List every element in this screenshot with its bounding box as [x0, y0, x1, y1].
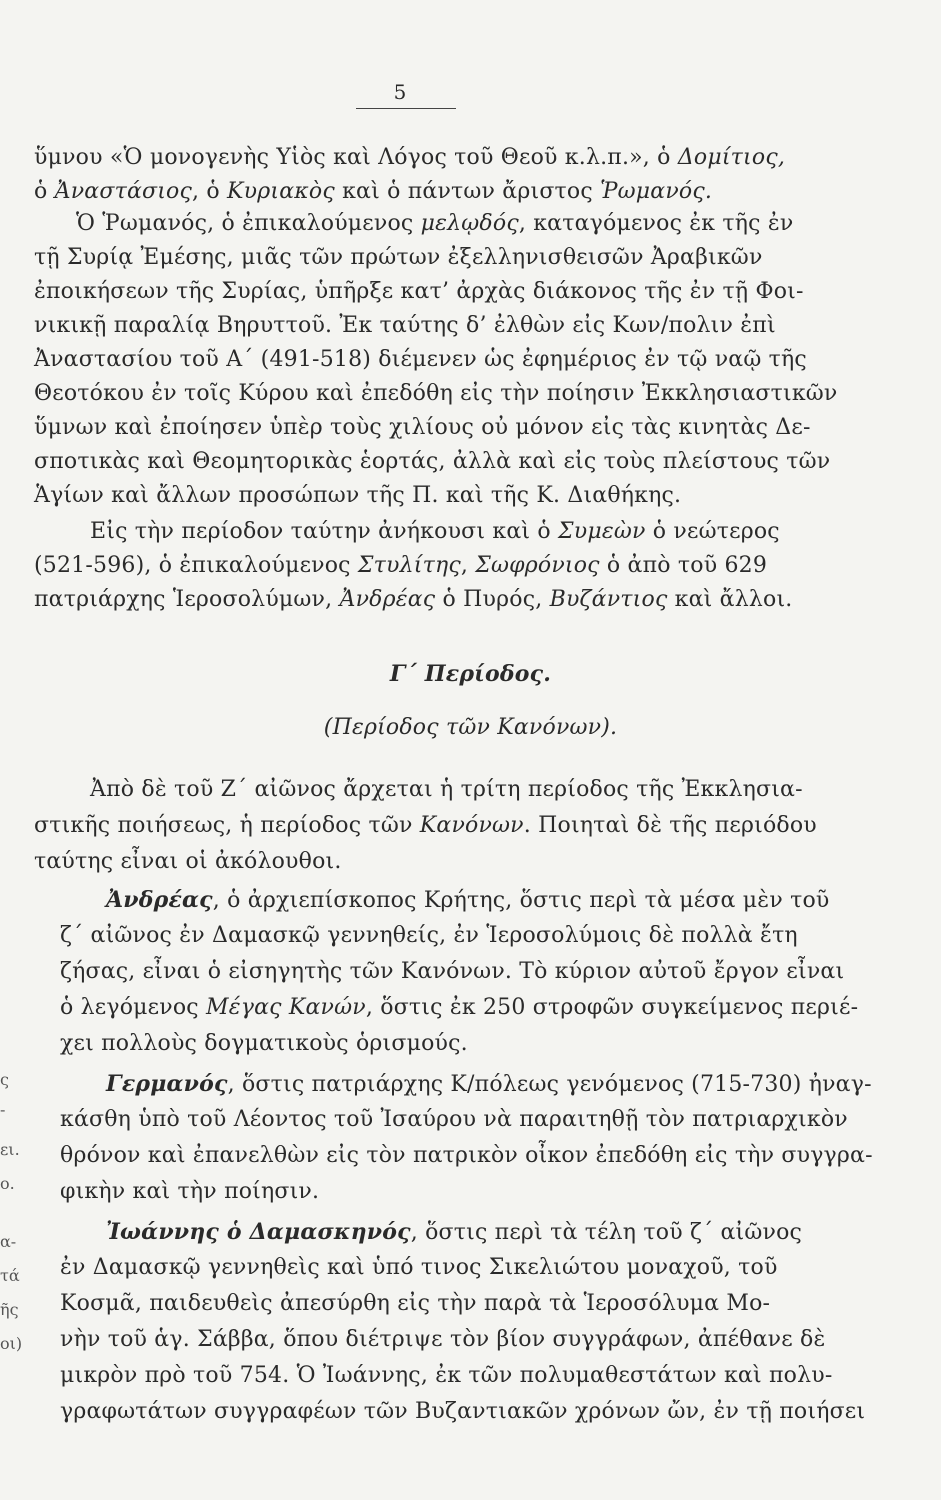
text-line [34, 347, 807, 372]
text-segment: φικὴν καὶ τὴν ποίησιν. [60, 1179, 320, 1204]
text-line [60, 1327, 826, 1352]
text-segment: , ὅστις πατριάρχης Κ/πόλεως γενόμενος (715-730) ἠναγ- [227, 1072, 872, 1097]
text-segment: ταύτης εἶναι οἱ ἀκόλουθοι. [34, 849, 342, 874]
text-segment: , ὅστις περὶ τὰ τέλη τοῦ ζ΄ αἰῶνος [410, 1220, 803, 1245]
text-line [60, 1255, 778, 1280]
text-line [60, 1031, 468, 1056]
text-segment: , [460, 553, 476, 578]
text-line [34, 483, 681, 508]
text-segment: Εἰς τὴν περίοδον ταύτην ἀνήκουσι καὶ ὁ [90, 519, 559, 544]
text-segment: Θεοτόκου ἐν τοῖς Κύρου καὶ ἐπεδόθη εἰς τὴν ποίησιν Ἐκκλησιαστικῶν [34, 381, 838, 406]
text-segment: ὁ νεώτερος [645, 519, 780, 544]
text-segment: Κοσμᾶ, παιδευθεὶς ἀπεσύρθη εἰς τὴν παρὰ τὰ Ἱεροσόλυμα Μο- [60, 1291, 771, 1316]
margin-fragment: ει. [0, 1140, 20, 1159]
text-segment: πατριάρχης Ἱεροσολύμων, [34, 587, 340, 612]
text-segment: Μέγας Κανών [206, 995, 366, 1020]
text-line [60, 1143, 873, 1168]
text-line [106, 887, 829, 913]
text-line [60, 1291, 770, 1316]
text-line [34, 813, 817, 838]
text-segment: ζ΄ αἰῶνος ἐν Δαμασκῷ γεννηθείς, ἐν Ἱεροσολύμοις δὲ πολλὰ ἔτη [60, 923, 798, 948]
text-segment: νικικῇ παραλίᾳ Βηρυττοῦ. Ἐκ ταύτης δ’ ἐλθὼν εἰς Κων/πολιν ἐπὶ [34, 313, 776, 338]
margin-fragment: - [0, 1100, 6, 1119]
text-line [34, 145, 785, 170]
text-line [60, 995, 858, 1020]
text-segment: (Περίοδος τῶν Κανόνων). [323, 715, 618, 740]
text-segment: , ὅστις ἐκ 250 στροφῶν συγκείμενος περιέ- [365, 995, 859, 1020]
text-line [0, 661, 941, 687]
text-segment: , καταγόμενος ἐκ τῆς ἐν [518, 211, 794, 236]
margin-fragment: οι) [0, 1334, 23, 1353]
text-line [0, 715, 941, 740]
text-segment: , ὁ ἀρχιεπίσκοπος Κρήτης, ὅστις περὶ τὰ μέσα μὲν τοῦ [212, 888, 830, 913]
text-line [60, 959, 844, 984]
text-segment: Γερμανός [106, 1071, 228, 1097]
text-segment: Ἀναστασίου τοῦ Α΄ (491-518) διέμενεν ὡς ἐφημέριος ἐν τῷ ναῷ τῆς [34, 347, 807, 372]
text-segment: καὶ ὁ πάντων ἄριστος [334, 179, 601, 204]
text-segment: ὁ λεγόμενος [60, 995, 207, 1020]
text-segment: (521-596), ὁ ἐπικαλούμενος [34, 553, 358, 578]
text-segment: μικρὸν πρὸ τοῦ 754. Ὁ Ἰωάννης, ἐκ τῶν πολυμαθεστάτων καὶ πολυ- [60, 1363, 833, 1388]
text-line [34, 553, 767, 578]
text-line [60, 1399, 865, 1424]
margin-fragment: τά [0, 1266, 20, 1285]
text-segment: καὶ ἄλλοι. [667, 587, 793, 612]
text-segment: Ἀνδρέας [106, 887, 213, 913]
text-segment: μελῳδός [420, 211, 519, 236]
text-segment: ὁ [34, 179, 55, 204]
text-line [34, 449, 830, 474]
text-segment: Ὁ Ῥωμανός, ὁ ἐπικαλούμενος [76, 211, 421, 236]
text-segment: ἐποικήσεων τῆς Συρίας, ὑπῆρξε κατ’ ἀρχὰς διάκονος τῆς ἐν τῇ Φοι- [34, 279, 804, 304]
page-number-rule [356, 108, 456, 109]
margin-fragment: ο. [0, 1174, 15, 1193]
text-segment: Ἀναστάσιος [54, 179, 193, 204]
text-segment: ὕμνων καὶ ἐποίησεν ὑπὲρ τοὺς χιλίους οὐ μόνον εἰς τὰς κινητὰς Δε- [34, 415, 811, 440]
text-line [76, 211, 793, 236]
text-segment: ὁ ἀπὸ τοῦ 629 [599, 553, 768, 578]
text-line [60, 1179, 319, 1204]
text-segment: ζήσας, εἶναι ὁ εἰσηγητὴς τῶν Κανόνων. Τὸ κύριον αὐτοῦ ἔργον εἶναι [60, 959, 845, 984]
text-line [34, 415, 811, 440]
text-segment: Βυζάντιος [549, 587, 668, 612]
text-segment: Δομίτιος, [677, 145, 786, 170]
text-segment: Γ΄ Περίοδος. [389, 661, 552, 687]
text-segment: Ἁγίων καὶ ἄλλων προσώπων τῆς Π. καὶ τῆς Κ. Διαθήκης. [34, 483, 682, 508]
page-number: 5 [393, 80, 407, 104]
text-line [60, 1107, 848, 1132]
text-line [34, 245, 763, 270]
text-line [34, 313, 776, 338]
text-line [34, 849, 342, 874]
text-segment: θρόνον καὶ ἐπανελθὼν εἰς τὸν πατρικὸν οἶκον ἐπεδόθη εἰς τὴν συγγρα- [60, 1143, 873, 1168]
text-segment: Ῥωμανός. [600, 179, 713, 204]
text-line [60, 1363, 832, 1388]
text-line [34, 179, 712, 204]
text-segment: Ἰωάννης ὁ Δαμασκηνός [106, 1219, 411, 1245]
margin-fragment: α- [0, 1232, 17, 1251]
text-segment: Ἀπὸ δὲ τοῦ Ζ΄ αἰῶνος ἄρχεται ἡ τρίτη περίοδος τῆς Ἐκκλησια- [90, 777, 803, 802]
text-line [90, 519, 780, 544]
text-line [34, 381, 838, 406]
text-line [34, 279, 804, 304]
text-line [90, 777, 803, 802]
text-segment: Ἀνδρέας [339, 587, 436, 612]
text-segment: στικῆς ποιήσεως, ἡ περίοδος τῶν [34, 813, 420, 838]
text-line [60, 923, 798, 948]
text-segment: Στυλίτης [357, 553, 461, 578]
text-segment: Συμεὼν [558, 519, 646, 544]
text-segment: σποτικὰς καὶ Θεομητορικὰς ἑορτάς, ἀλλὰ καὶ εἰς τοὺς πλείστους τῶν [34, 449, 831, 474]
text-segment: , ὁ [192, 179, 228, 204]
margin-fragment: ς [0, 1070, 9, 1089]
text-line [106, 1219, 802, 1245]
text-segment: γραφωτάτων συγγραφέων τῶν Βυζαντιακῶν χρόνων ὤν, ἐν τῇ ποιήσει [60, 1399, 866, 1424]
text-segment: ὕμνου «Ὁ μονογενὴς Υἱὸς καὶ Λόγος τοῦ Θεοῦ κ.λ.π.», ὁ [34, 145, 678, 170]
text-line [34, 587, 793, 612]
margin-fragment: ῆς [0, 1300, 19, 1319]
text-line [106, 1071, 872, 1097]
text-segment: Κανόνων [419, 813, 524, 838]
text-segment: νὴν τοῦ ἁγ. Σάββα, ὅπου διέτριψε τὸν βίον συγγράφων, ἀπέθανε δὲ [60, 1327, 826, 1352]
text-segment: κάσθη ὑπὸ τοῦ Λέοντος τοῦ Ἰσαύρου νὰ παραιτηθῇ τὸν πατριαρχικὸν [60, 1107, 848, 1132]
text-segment: ἐν Δαμασκῷ γεννηθεὶς καὶ ὑπό τινος Σικελιώτου μοναχοῦ, τοῦ [60, 1255, 778, 1280]
text-segment: χει πολλοὺς δογματικοὺς ὁρισμούς. [60, 1031, 468, 1056]
text-segment: τῇ Συρίᾳ Ἐμέσης, μιᾶς τῶν πρώτων ἐξελληνισθεισῶν Ἀραβικῶν [34, 245, 763, 270]
text-segment: ὁ Πυρός, [435, 587, 550, 612]
text-segment: Σωφρόνιος [475, 553, 600, 578]
text-segment: . Ποιηταὶ δὲ τῆς περιόδου [523, 813, 817, 838]
text-segment: Κυριακὸς [227, 179, 335, 204]
